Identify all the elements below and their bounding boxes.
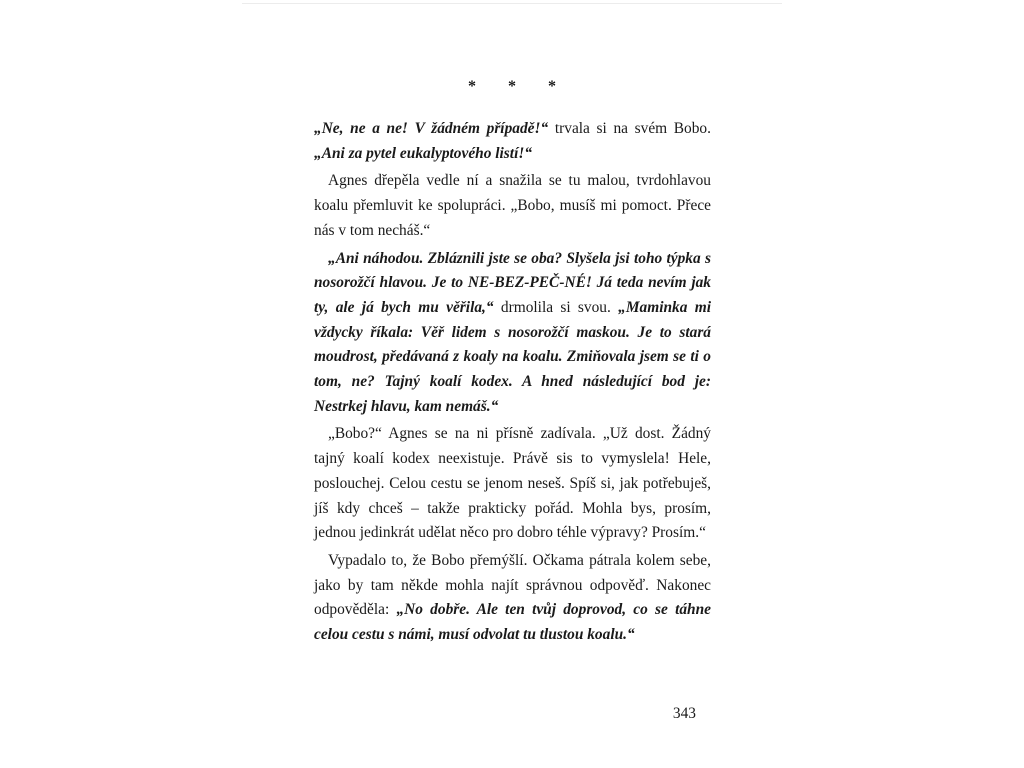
paragraph <box>314 422 711 546</box>
text-segment: drmolila si svou. <box>493 298 619 316</box>
paragraph <box>314 247 711 420</box>
text-segment: „Ani za pytel eukalyptového listí!“ <box>314 144 533 162</box>
text-segment: „No dobře. Ale ten tvůj doprovod, co se táhne celou cestu s námi, musí odvolat tu tlustou koalu.“ <box>314 601 711 644</box>
section-separator: * * * <box>468 78 570 95</box>
text-segment: „Ani náhodou. Zbláznili jste se oba? Slyšela jsi toho týpka s nosorožčí hlavou. Je to NE-BEZ-PEČ-NÉ! Já teda nevím jak ty, ale já bych mu věřila,“ <box>314 249 711 316</box>
text-segment: „Bobo?“ Agnes se na ni přísně zadívala. „Už dost. Žádný tajný koalí kodex neexistuje. Právě sis to vymyslela! Hele, poslouchej. Celou cestu se jenom neseš. Spíš si, jak potřebuješ, jíš kdy chceš – takže prakticky pořád. Mohla bys, prosím, jednou jedinkrát udělat něco pro dobro téhle výpravy? Prosím.“ <box>314 425 711 542</box>
text-segment: „Maminka mi vždycky říkala: Věř lidem s nosorožčí maskou. Je to stará moudrost, předávaná z koaly na koalu. Zmiňovala jsem se ti o tom, ne? Tajný koalí kodex. A hned následující bod je: Nestrkej hlavu, kam nemáš.“ <box>314 298 711 415</box>
text-segment: Vypadalo to, že Bobo přemýšlí. Očkama pátrala kolem sebe, jako by tam někde mohla najít správnou odpověď. Nakonec odpověděla: <box>314 551 711 619</box>
page-top-edge <box>242 0 782 4</box>
paragraph <box>314 549 711 648</box>
text-segment: Agnes dřepěla vedle ní a snažila se tu malou, tvrdohlavou koalu přemluvit ke spolupráci. „Bobo, musíš mi pomoct. Přece nás v tom necháš.“ <box>314 172 711 239</box>
page-number: 343 <box>672 705 696 722</box>
body-text <box>314 117 711 651</box>
text-segment: „Ne, ne a ne! V žádném případě!“ <box>314 120 549 137</box>
paragraph <box>314 117 711 166</box>
text-segment: trvala si na svém Bobo. <box>548 120 711 137</box>
paragraph <box>314 169 711 243</box>
